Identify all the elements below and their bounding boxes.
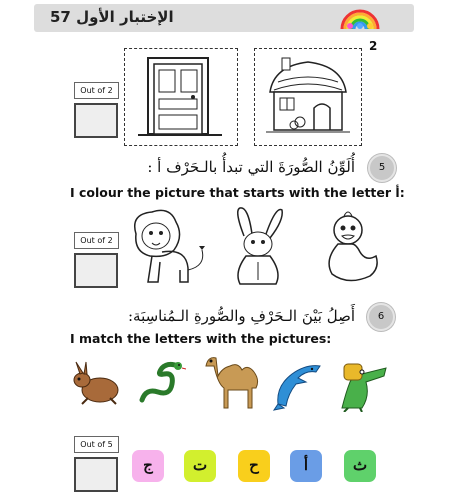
crocodile-picture-icon[interactable]: [332, 352, 390, 412]
question-5-arabic: أُلَوِّنُ الصُّورَةَ التي تبدأُ بالـحَرْف أ :: [147, 158, 355, 176]
camel-picture-icon[interactable]: [200, 352, 264, 412]
rainbow-logo-icon: [339, 5, 381, 33]
dolphin-picture-icon[interactable]: [272, 356, 326, 412]
door-picture-icon[interactable]: [134, 55, 226, 139]
lion-picture-icon[interactable]: [126, 206, 212, 290]
score-input[interactable]: [74, 457, 118, 492]
question-6-arabic: أَصِلُ بَيْنَ الـحَرْفِ والصُّورةِ الـمُناسِبَة:: [127, 307, 355, 325]
duck-picture-icon[interactable]: [322, 210, 382, 286]
score-box-q5: [74, 232, 119, 288]
page-number: 2: [369, 39, 378, 53]
letter-card-jeem[interactable]: ج: [132, 450, 164, 482]
letter-card-alif[interactable]: أ: [290, 450, 322, 482]
letter-card-haa[interactable]: ح: [238, 450, 270, 482]
score-label: Out of 5: [74, 436, 119, 453]
snake-picture-icon[interactable]: [136, 360, 186, 406]
letter-card-taa[interactable]: ت: [184, 450, 216, 482]
score-label: Out of 2: [74, 232, 119, 249]
question-number-5: 5: [368, 154, 396, 182]
rabbit-picture-icon[interactable]: [226, 206, 290, 290]
letter-card-thaa[interactable]: ث: [344, 450, 376, 482]
score-label: Out of 2: [74, 82, 119, 99]
score-input[interactable]: [74, 103, 118, 138]
house-picture-icon[interactable]: [260, 52, 356, 140]
question-number-6: 6: [367, 303, 395, 331]
hare-picture-icon[interactable]: [72, 360, 122, 406]
page-title: الإختبار الأول 57: [50, 8, 174, 26]
question-5-english: I colour the picture that starts with the letter أ:: [70, 185, 405, 200]
score-box-top: [74, 82, 119, 138]
score-input[interactable]: [74, 253, 118, 288]
question-6-english: I match the letters with the pictures:: [70, 331, 332, 346]
score-box-q6: [74, 436, 119, 492]
